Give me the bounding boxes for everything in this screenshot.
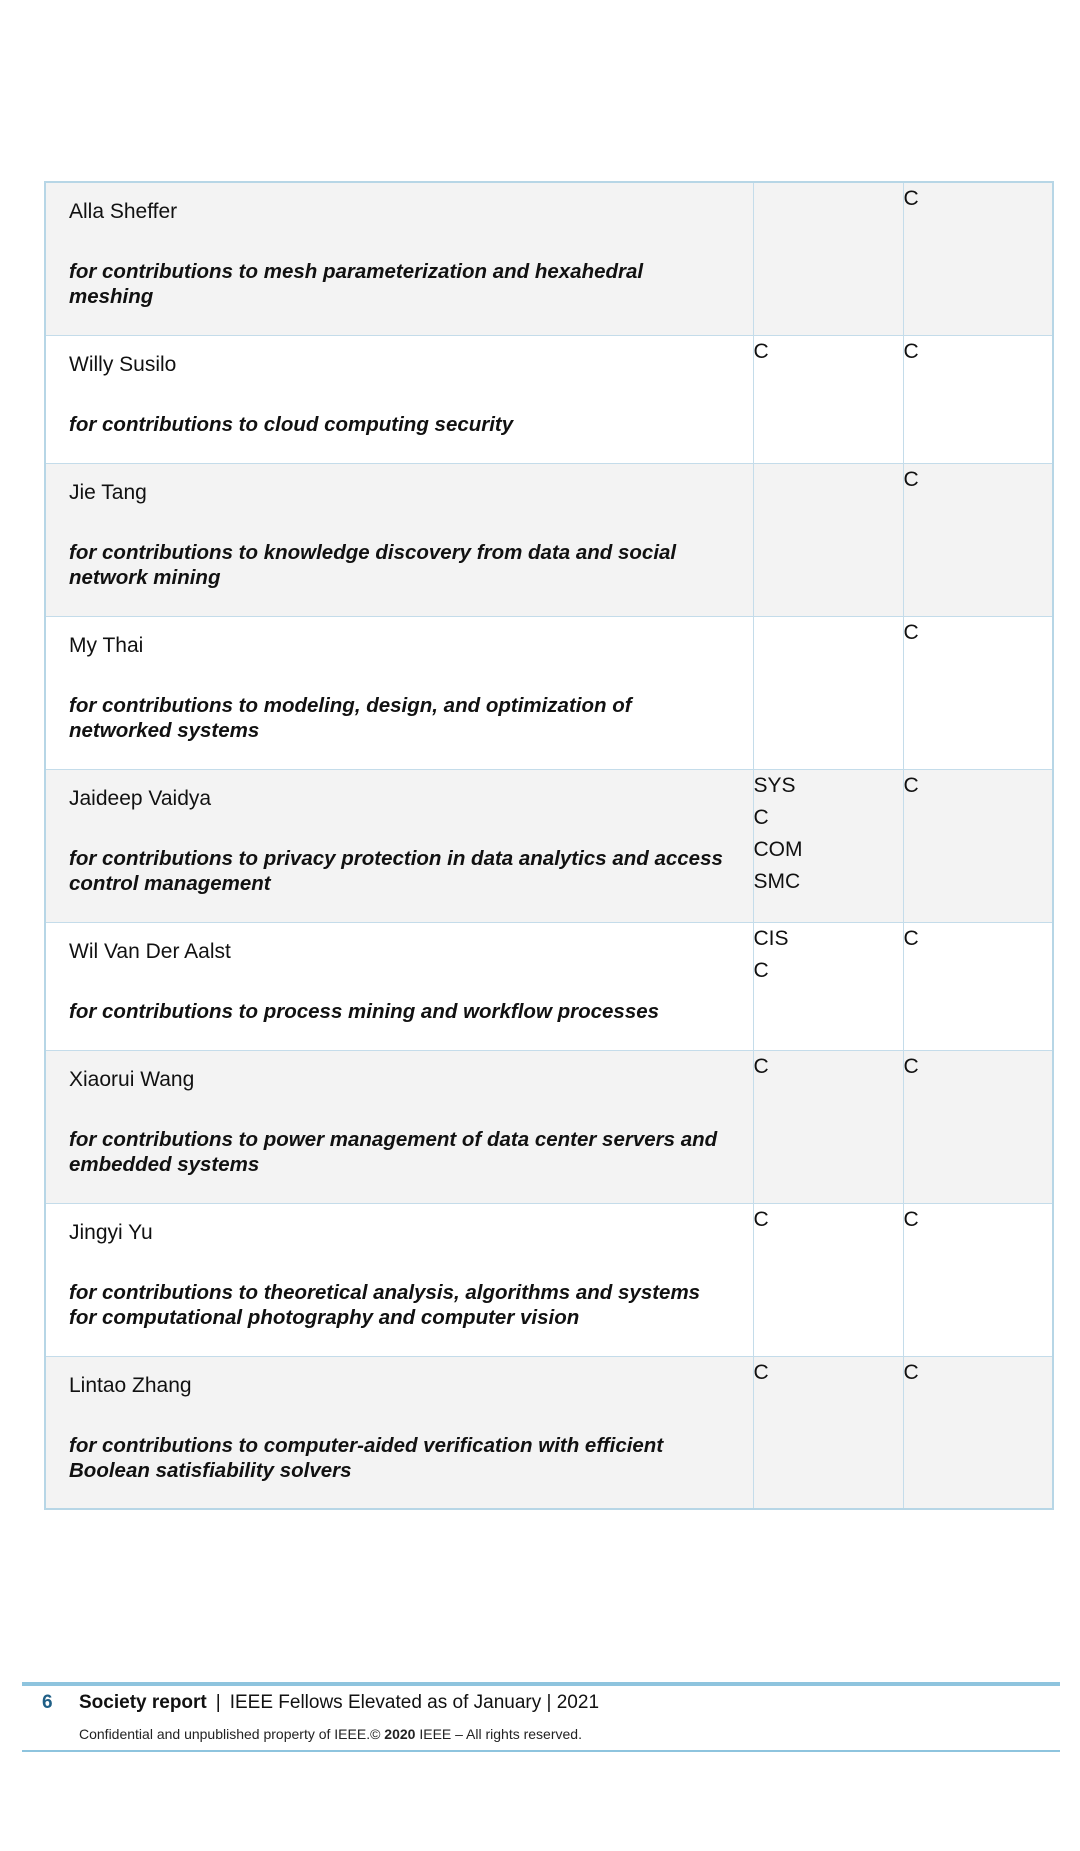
society-codes-cell [753,182,903,335]
fellow-citation: for contributions to theoretical analysis, algorithms and systems for computational photography and computer vision [69,1280,701,1329]
report-subtitle: IEEE Fellows Elevated as of January | 2021 [229,1692,600,1713]
table-row [45,769,1053,922]
code-label: C [753,1207,769,1231]
table-row [45,922,1053,1050]
fellow-citation: for contributions to cloud computing security [69,412,514,436]
division-codes-cell [903,1203,1053,1356]
fellow-cell [45,335,753,463]
confidential-notice [79,1726,582,1742]
division-codes-cell [903,463,1053,616]
code-label: SYS [753,773,796,797]
fellow-cell [45,1356,753,1509]
code-label: C [903,339,919,363]
division-codes-cell [903,1356,1053,1509]
society-codes-cell [753,1203,903,1356]
code-label: C [903,1054,919,1078]
fellow-cell [45,463,753,616]
code-label: CIS [753,926,789,950]
page-number: 6 [42,1692,53,1713]
fellow-citation: for contributions to knowledge discovery from data and social network mining [69,540,677,589]
report-title: Society report [79,1692,207,1713]
code-label: C [903,926,919,950]
fellows-table-body [45,182,1053,1509]
code-label: C [753,339,769,363]
fellow-name: My Thai [69,633,144,657]
fellow-name: Willy Susilo [69,352,177,376]
code-label: C [903,1207,919,1231]
fellow-citation: for contributions to process mining and workflow processes [69,999,660,1023]
division-codes-cell [903,616,1053,769]
division-codes-cell [903,769,1053,922]
fellow-citation: for contributions to power management of data center servers and embedded systems [69,1127,718,1176]
table-row [45,616,1053,769]
page-footer [22,1682,1060,1752]
fellow-cell [45,616,753,769]
division-codes-cell [903,1050,1053,1203]
fellow-name: Wil Van Der Aalst [69,939,231,963]
table-row [45,335,1053,463]
fellow-cell [45,922,753,1050]
code-label: C [753,1360,769,1384]
code-label: COM [753,837,803,861]
copyright-year: 2020 [384,1726,416,1742]
table-row [45,182,1053,335]
society-codes-cell [753,1050,903,1203]
fellows-table [44,181,1054,1510]
fellow-citation: for contributions to modeling, design, and optimization of networked systems [69,693,632,742]
society-codes-cell [753,335,903,463]
division-codes-cell [903,335,1053,463]
title-separator: | [215,1692,221,1713]
society-codes-cell [753,1356,903,1509]
fellow-name: Jingyi Yu [69,1220,153,1244]
table-row [45,1050,1053,1203]
fellow-name: Jie Tang [69,480,147,504]
society-codes-cell [753,616,903,769]
fellow-cell [45,1203,753,1356]
code-label: C [903,1360,919,1384]
table-row [45,463,1053,616]
society-codes-cell [753,769,903,922]
code-label: C [903,773,919,797]
fellow-cell [45,769,753,922]
fellow-cell [45,182,753,335]
code-label: C [903,187,919,210]
confidential-prefix: Confidential and unpublished property of IEEE.© [79,1726,385,1742]
fellow-name: Alla Sheffer [69,200,178,223]
fellow-name: Jaideep Vaidya [69,786,212,810]
fellow-citation: for contributions to mesh parameterization and hexahedral meshing [69,260,644,308]
division-codes-cell [903,182,1053,335]
division-codes-cell [903,922,1053,1050]
code-label: SMC [753,869,801,893]
code-label: C [753,805,769,829]
society-codes-cell [753,463,903,616]
table-row [45,1203,1053,1356]
fellow-citation: for contributions to computer-aided verification with efficient Boolean satisfiability solvers [69,1433,664,1482]
table-row [45,1356,1053,1509]
fellow-cell [45,1050,753,1203]
fellow-citation: for contributions to privacy protection in data analytics and access control management [69,846,723,895]
fellow-name: Xiaorui Wang [69,1067,195,1091]
fellow-name: Lintao Zhang [69,1373,192,1397]
code-label: C [753,958,769,982]
society-codes-cell [753,922,903,1050]
report-title-line [79,1692,599,1714]
code-label: C [753,1054,769,1078]
code-label: C [903,467,919,491]
code-label: C [903,620,919,644]
confidential-suffix: IEEE – All rights reserved. [415,1726,582,1742]
